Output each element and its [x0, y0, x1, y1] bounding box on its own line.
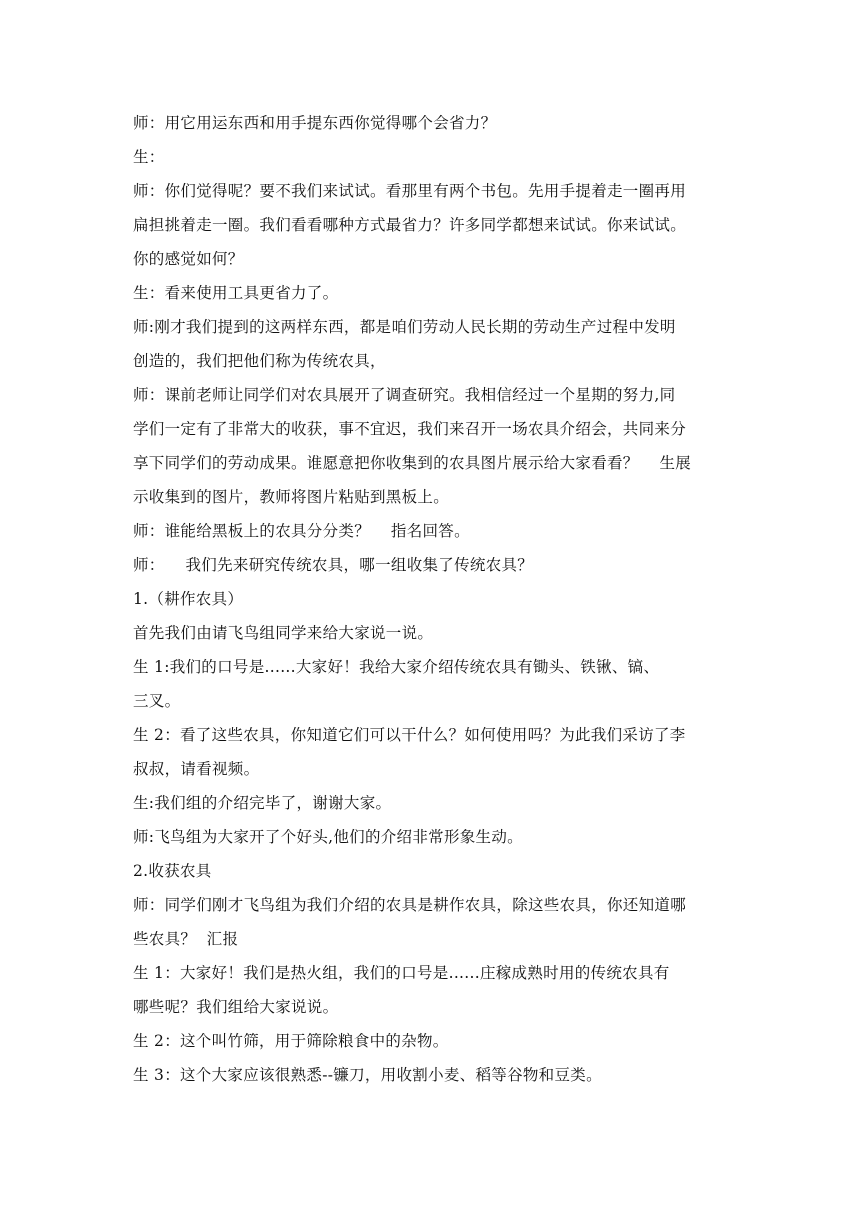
text-line: 师:刚才我们提到的这两样东西，都是咱们劳动人民长期的劳动生产过程中发明: [133, 318, 676, 336]
text-line: 师：用它用运东西和用手提东西你觉得哪个会省力？: [133, 114, 497, 132]
text-line: 扁担挑着走一圈。我们看看哪种方式最省力？许多同学都想来试试。你来试试。: [133, 216, 687, 234]
text-line: 师： 我们先来研究传统农具，哪一组收集了传统农具？: [133, 556, 534, 574]
text-line: 生 2：这个叫竹筛，用于筛除粮食中的杂物。: [133, 1032, 449, 1050]
text-line: 生:我们组的介绍完毕了，谢谢大家。: [133, 794, 392, 812]
text-line: 生 2：看了这些农具，你知道它们可以干什么？如何使用吗？为此我们采访了李: [133, 726, 686, 744]
text-line: 哪些呢？我们组给大家说说。: [133, 998, 339, 1016]
text-line: 叔叔，请看视频。: [133, 760, 260, 778]
text-line: 生：: [133, 148, 165, 166]
text-line: 享下同学们的劳动成果。谁愿意把你收集到的农具图片展示给大家看看？ 生展: [133, 454, 692, 472]
section-heading: 2.收获农具: [133, 862, 212, 880]
section-heading: 1.（耕作农具）: [133, 590, 244, 608]
text-line: 师：你们觉得呢？要不我们来试试。看那里有两个书包。先用手提着走一圈再用: [133, 182, 687, 200]
text-line: 你的感觉如何？: [133, 250, 244, 268]
text-line: 创造的，我们把他们称为传统农具，: [133, 352, 386, 370]
document-body: [133, 106, 733, 1092]
text-line: 首先我们由请飞鸟组同学来给大家说一说。: [133, 624, 434, 642]
text-line: 师：同学们刚才飞鸟组为我们介绍的农具是耕作农具，除这些农具，你还知道哪: [133, 896, 687, 914]
text-line: 示收集到的图片，教师将图片粘贴到黑板上。: [133, 488, 450, 506]
text-line: 生 1：大家好！我们是热火组，我们的口号是......庄稼成熟时用的传统农具有: [133, 964, 670, 982]
text-line: 师：课前老师让同学们对农具展开了调查研究。我相信经过一个星期的努力,同: [133, 386, 676, 404]
text-line: 三叉。: [133, 692, 181, 710]
text-line: 师：谁能给黑板上的农具分分类？ 指名回答。: [133, 522, 470, 540]
text-line: 些农具？ 汇报: [133, 930, 239, 948]
text-line: 学们一定有了非常大的收获，事不宜迟，我们来召开一场农具介绍会，共同来分: [133, 420, 687, 438]
text-line: 生 1:我们的口号是......大家好！我给大家介绍传统农具有锄头、铁锹、镐、: [133, 658, 660, 676]
text-line: 师:飞鸟组为大家开了个好头,他们的介绍非常形象生动。: [133, 828, 523, 846]
text-line: 生 3：这个大家应该很熟悉--镰刀，用收割小麦、稻等谷物和豆类。: [133, 1066, 602, 1084]
text-line: 生：看来使用工具更省力了。: [133, 284, 339, 302]
